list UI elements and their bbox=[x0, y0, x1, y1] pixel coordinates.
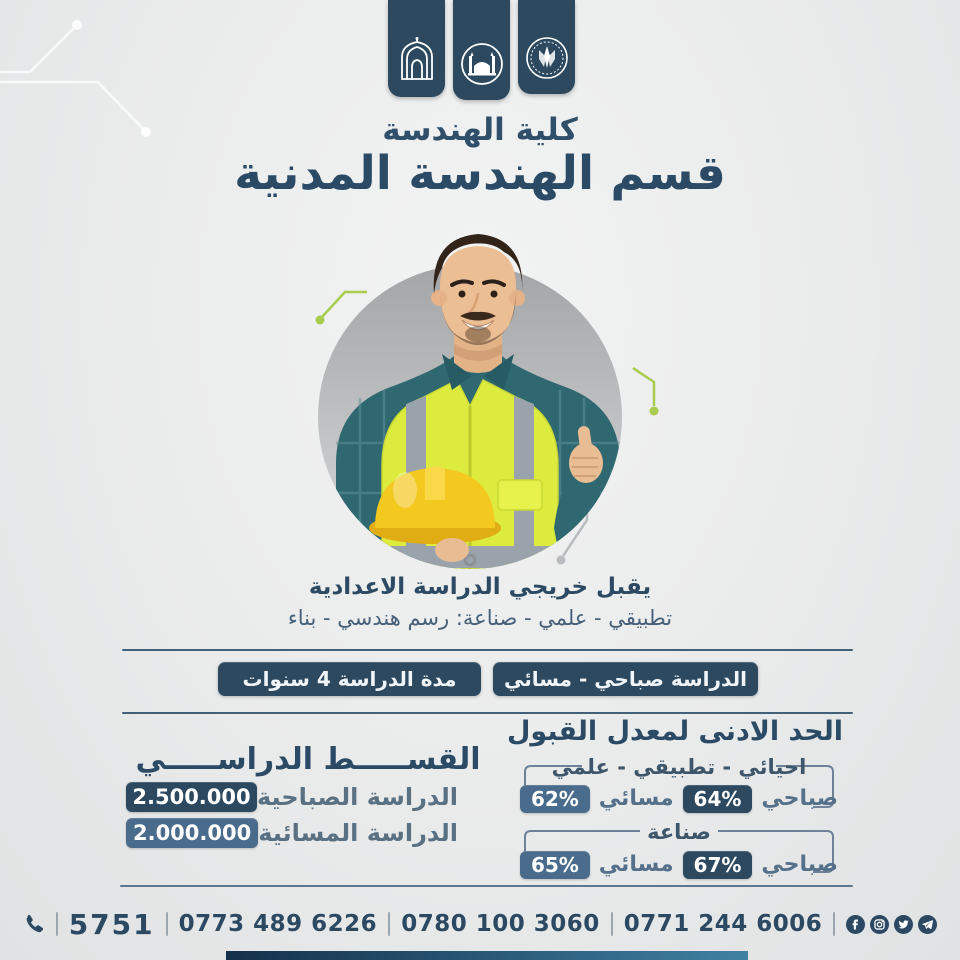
ribbon-ministry-logo bbox=[518, 0, 575, 94]
phone-icon bbox=[23, 913, 45, 935]
group2-morning-rate: 67% bbox=[683, 851, 753, 879]
short-number: 5751 bbox=[68, 907, 155, 941]
footer-separator bbox=[56, 912, 58, 936]
divider-middle bbox=[122, 712, 853, 714]
ministry-seal-icon bbox=[525, 36, 569, 80]
divider-bottom bbox=[120, 885, 853, 887]
footer-separator bbox=[833, 912, 835, 936]
tuition-evening-row bbox=[126, 818, 458, 848]
group2-evening-rate: 65% bbox=[520, 851, 590, 879]
tuition-morning-row bbox=[126, 782, 458, 812]
group1-rates-row bbox=[520, 784, 838, 813]
group2-evening-label: مسائي bbox=[598, 852, 674, 877]
tuition-morning-value: 2.500.000 bbox=[126, 782, 257, 812]
department-title: قسم الهندسة المدنية bbox=[234, 146, 726, 201]
acceptance-caption: يقبل خريجي الدراسة الاعدادية bbox=[308, 574, 652, 600]
branches-caption: تطبيقي - علمي - صناعة: رسم هندسي - بناء bbox=[287, 606, 673, 630]
shifts-button[interactable]: الدراسة صباحي - مسائي bbox=[493, 662, 758, 696]
footer-contacts bbox=[0, 906, 960, 942]
social-icons bbox=[846, 915, 937, 934]
divider-top bbox=[122, 649, 853, 651]
duration-button[interactable]: مدة الدراسة 4 سنوات bbox=[218, 662, 481, 696]
ribbon-mosque-logo bbox=[453, 0, 510, 100]
tuition-evening-value: 2.000.000 bbox=[126, 818, 258, 848]
ribbon-shrine-logo bbox=[388, 0, 445, 97]
footer-separator bbox=[388, 912, 390, 936]
group1-evening-label: مسائي bbox=[598, 786, 674, 811]
group2-morning-label: صباحي bbox=[761, 852, 838, 877]
tuition-morning-label: الدراسة الصباحية bbox=[257, 783, 458, 811]
instagram-icon[interactable] bbox=[870, 915, 889, 934]
telegram-icon[interactable] bbox=[918, 915, 937, 934]
engineer-photo bbox=[302, 228, 642, 628]
phone-number-1: 0773 489 6226 bbox=[178, 911, 378, 937]
group1-morning-label: صباحي bbox=[761, 786, 838, 811]
admission-title: الحد الادنى لمعدل القبول bbox=[506, 716, 844, 747]
phone-number-2: 0780 100 3060 bbox=[401, 911, 600, 937]
holy-mosque-badge-icon bbox=[460, 42, 504, 86]
shrine-emblem-icon bbox=[396, 37, 438, 83]
facebook-icon[interactable] bbox=[846, 915, 865, 934]
footer-separator bbox=[166, 912, 168, 936]
tuition-evening-label: الدراسة المسائية bbox=[258, 819, 458, 847]
twitter-icon[interactable] bbox=[894, 915, 913, 934]
footer-separator bbox=[611, 912, 613, 936]
college-title: كلية الهندسة bbox=[382, 112, 578, 148]
tuition-title: القســـــط الدراســـــي bbox=[135, 742, 481, 777]
group2-rates-row bbox=[520, 850, 838, 879]
group1-label: احيائي - تطبيقي - علمي bbox=[551, 755, 807, 779]
phone-number-3: 0771 244 6006 bbox=[623, 911, 823, 937]
group1-morning-rate: 64% bbox=[683, 785, 753, 813]
group1-evening-rate: 62% bbox=[520, 785, 590, 813]
bottom-accent-bar bbox=[226, 951, 748, 960]
group2-label: صناعة bbox=[647, 820, 711, 844]
